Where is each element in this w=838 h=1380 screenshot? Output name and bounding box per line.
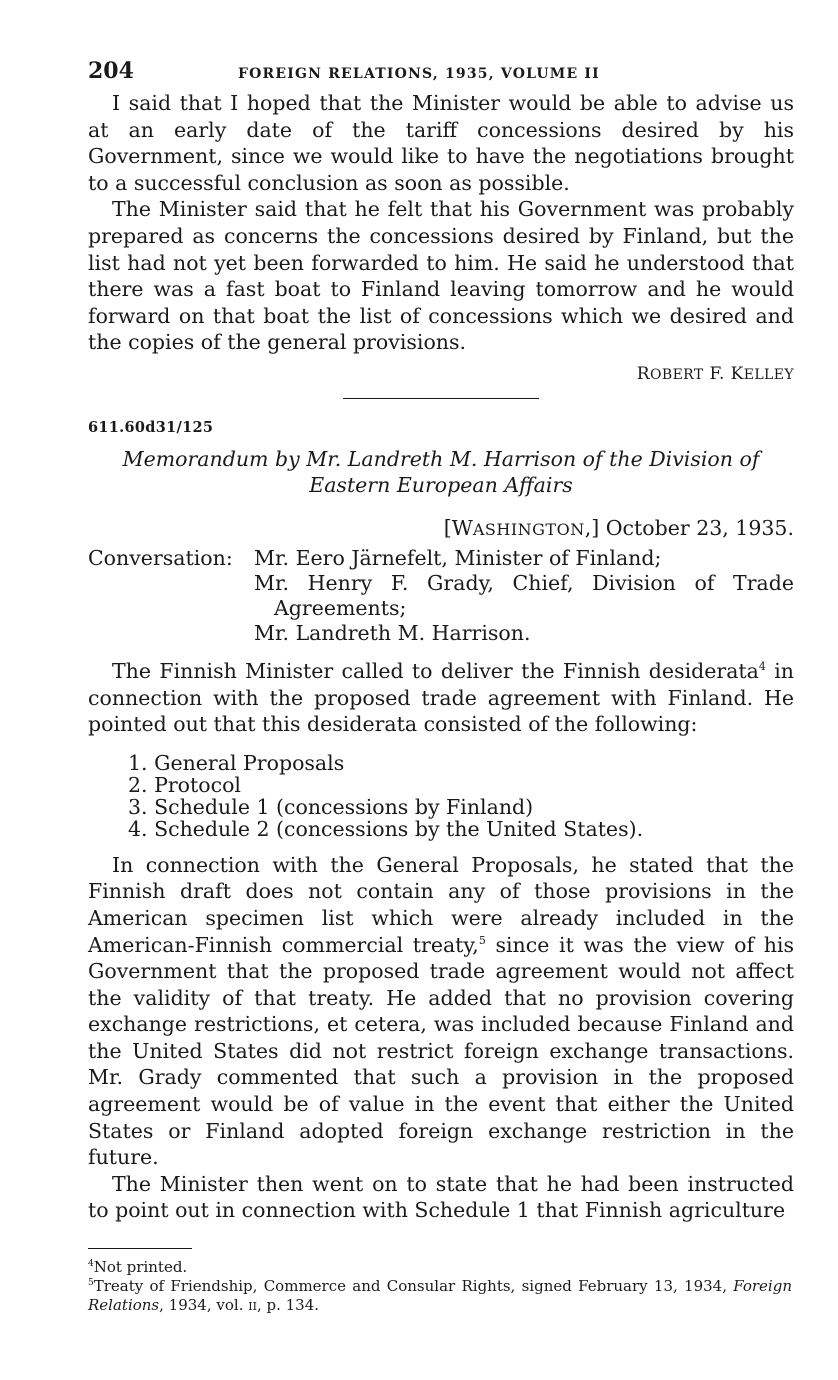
paragraph: I said that I hoped that the Minister would be able to advise us at an early date of the tariff concessions desired by his Government, since we would like to have the negotiations brought to a successful conclusion as soon as possible. [88, 91, 794, 195]
list-item: 2. Protocol [128, 772, 241, 797]
section-divider [343, 398, 539, 399]
paragraph: The Finnish Minister called to deliver the Finnish desiderata$^4$ in connection with the proposed trade agreement with Finland. He pointed out that this desiderata consisted of the following: [88, 658, 794, 737]
list-item: 4. Schedule 2 (concessions by the United States). [128, 816, 644, 841]
running-title: FOREIGN RELATIONS, 1935, VOLUME II [238, 66, 600, 82]
running-header [88, 58, 794, 90]
desiderata-list [128, 752, 794, 840]
footnote-ref[interactable]: 5 [478, 933, 486, 947]
paragraph: In connection with the General Proposals, he stated that the Finnish draft does not contain any of those provisions in the American specimen list which were already included in the American-Finnish commercial treaty,$^5$ since it was the view of his Government that the proposed trade agreement would not affect the validity of that treaty. He added that no provision covering exchange restrictions, et cetera, was included because Finland and the United States did not restrict foreign exchange transactions. Mr. Grady commented that such a provision in the proposed agreement would be of value in the event that either the United States or Finland adopted foreign exchange restriction in the future. [88, 852, 794, 1170]
paragraph: The Minister said that he felt that his Government was probably prepared as concerns the concessions desired by Finland, but the list had not yet been forwarded to him. He said he understood that there was a fast boat to Finland leaving tomorrow and he would forward on that boat the list of concessions which we desired and the copies of the general provisions. [88, 197, 794, 355]
page-body [88, 58, 794, 1224]
conversation-label: Conversation: [88, 545, 233, 570]
footnote: $^4$Not printed. [88, 1258, 188, 1276]
memorandum-title: Memorandum by Mr. Landreth M. Harrison of the Division of Eastern European Affairs [122, 446, 760, 497]
conversation-block [88, 546, 794, 646]
paragraph: The Minister then went on to state that he had been instructed to point out in connection with Schedule 1 that Finnish agriculture [88, 1171, 794, 1223]
footnotes [88, 1258, 792, 1315]
footnote-ref[interactable]: 4 [758, 659, 766, 673]
footnote: $^5$Treaty of Friendship, Commerce and Consular Rights, signed February 13, 1934, Foreign Relations, 1934, vol. ii, p. 134. [88, 1277, 792, 1314]
dateline: [WASHINGTON,] October 23, 1935. [443, 515, 794, 540]
participant: Mr. Henry F. Grady, Chief, Division of Trade [254, 570, 794, 595]
file-number: 611.60d31/125 [88, 418, 214, 436]
page-number: 204 [88, 58, 134, 84]
list-item: 1. General Proposals [128, 750, 345, 775]
participant-continued: Agreements; [274, 595, 407, 620]
participant: Mr. Eero Järnefelt, Minister of Finland; [254, 545, 662, 570]
participant: Mr. Landreth M. Harrison. [254, 620, 531, 645]
footnote-rule [88, 1248, 192, 1249]
signature: ROBERT F. KELLEY [636, 363, 794, 384]
list-item: 3. Schedule 1 (concessions by Finland) [128, 794, 534, 819]
